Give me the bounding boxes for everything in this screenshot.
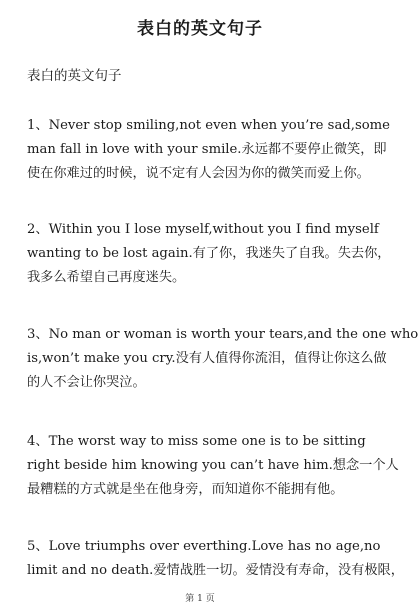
- quote-line: limit and no death.爱情战胜一切。爱情没有寿命，没有极限，: [27, 563, 404, 578]
- quote-line: right beside him knowing you can’t have him.想念一个人: [27, 458, 399, 473]
- quote-entry-4: [27, 430, 399, 502]
- page-number: 第 1 页: [185, 594, 215, 604]
- quote-line: 5、Love triumphs over everthing.Love has no age,no: [27, 539, 381, 554]
- quote-line: 我多么希望自己再度迷失。: [27, 270, 186, 285]
- quote-line: man fall in love with your smile.永远都不要停止微笑，即: [27, 142, 387, 157]
- quote-entry-3: [27, 323, 418, 395]
- quote-line: wanting to be lost again.有了你，我迷失了自我。失去你，: [27, 246, 391, 261]
- quote-entry-1: [27, 114, 390, 186]
- quote-entry-5: [27, 535, 404, 583]
- quote-line: 最糟糕的方式就是坐在他身旁，而知道你不能拥有他。: [27, 482, 344, 497]
- quote-entry-2: [27, 218, 391, 290]
- quote-line: 1、Never stop smiling,not even when you’re sad,some: [27, 118, 390, 133]
- quote-line: 4、The worst way to miss some one is to be sitting: [27, 434, 366, 449]
- page-title: 表白的英文句子: [137, 19, 263, 39]
- quote-line: 的人不会让你哭泣。: [27, 375, 146, 390]
- quote-line: 3、No man or woman is worth your tears,and the one who: [27, 327, 418, 342]
- document-subtitle: 表白的英文句子: [27, 68, 122, 84]
- quote-line: is,won’t make you cry.没有人值得你流泪，值得让你这么做: [27, 351, 387, 366]
- quote-line: 2、Within you I lose myself,without you I find myself: [27, 222, 379, 237]
- quote-line: 使在你难过的时候，说不定有人会因为你的微笑而爱上你。: [27, 166, 370, 181]
